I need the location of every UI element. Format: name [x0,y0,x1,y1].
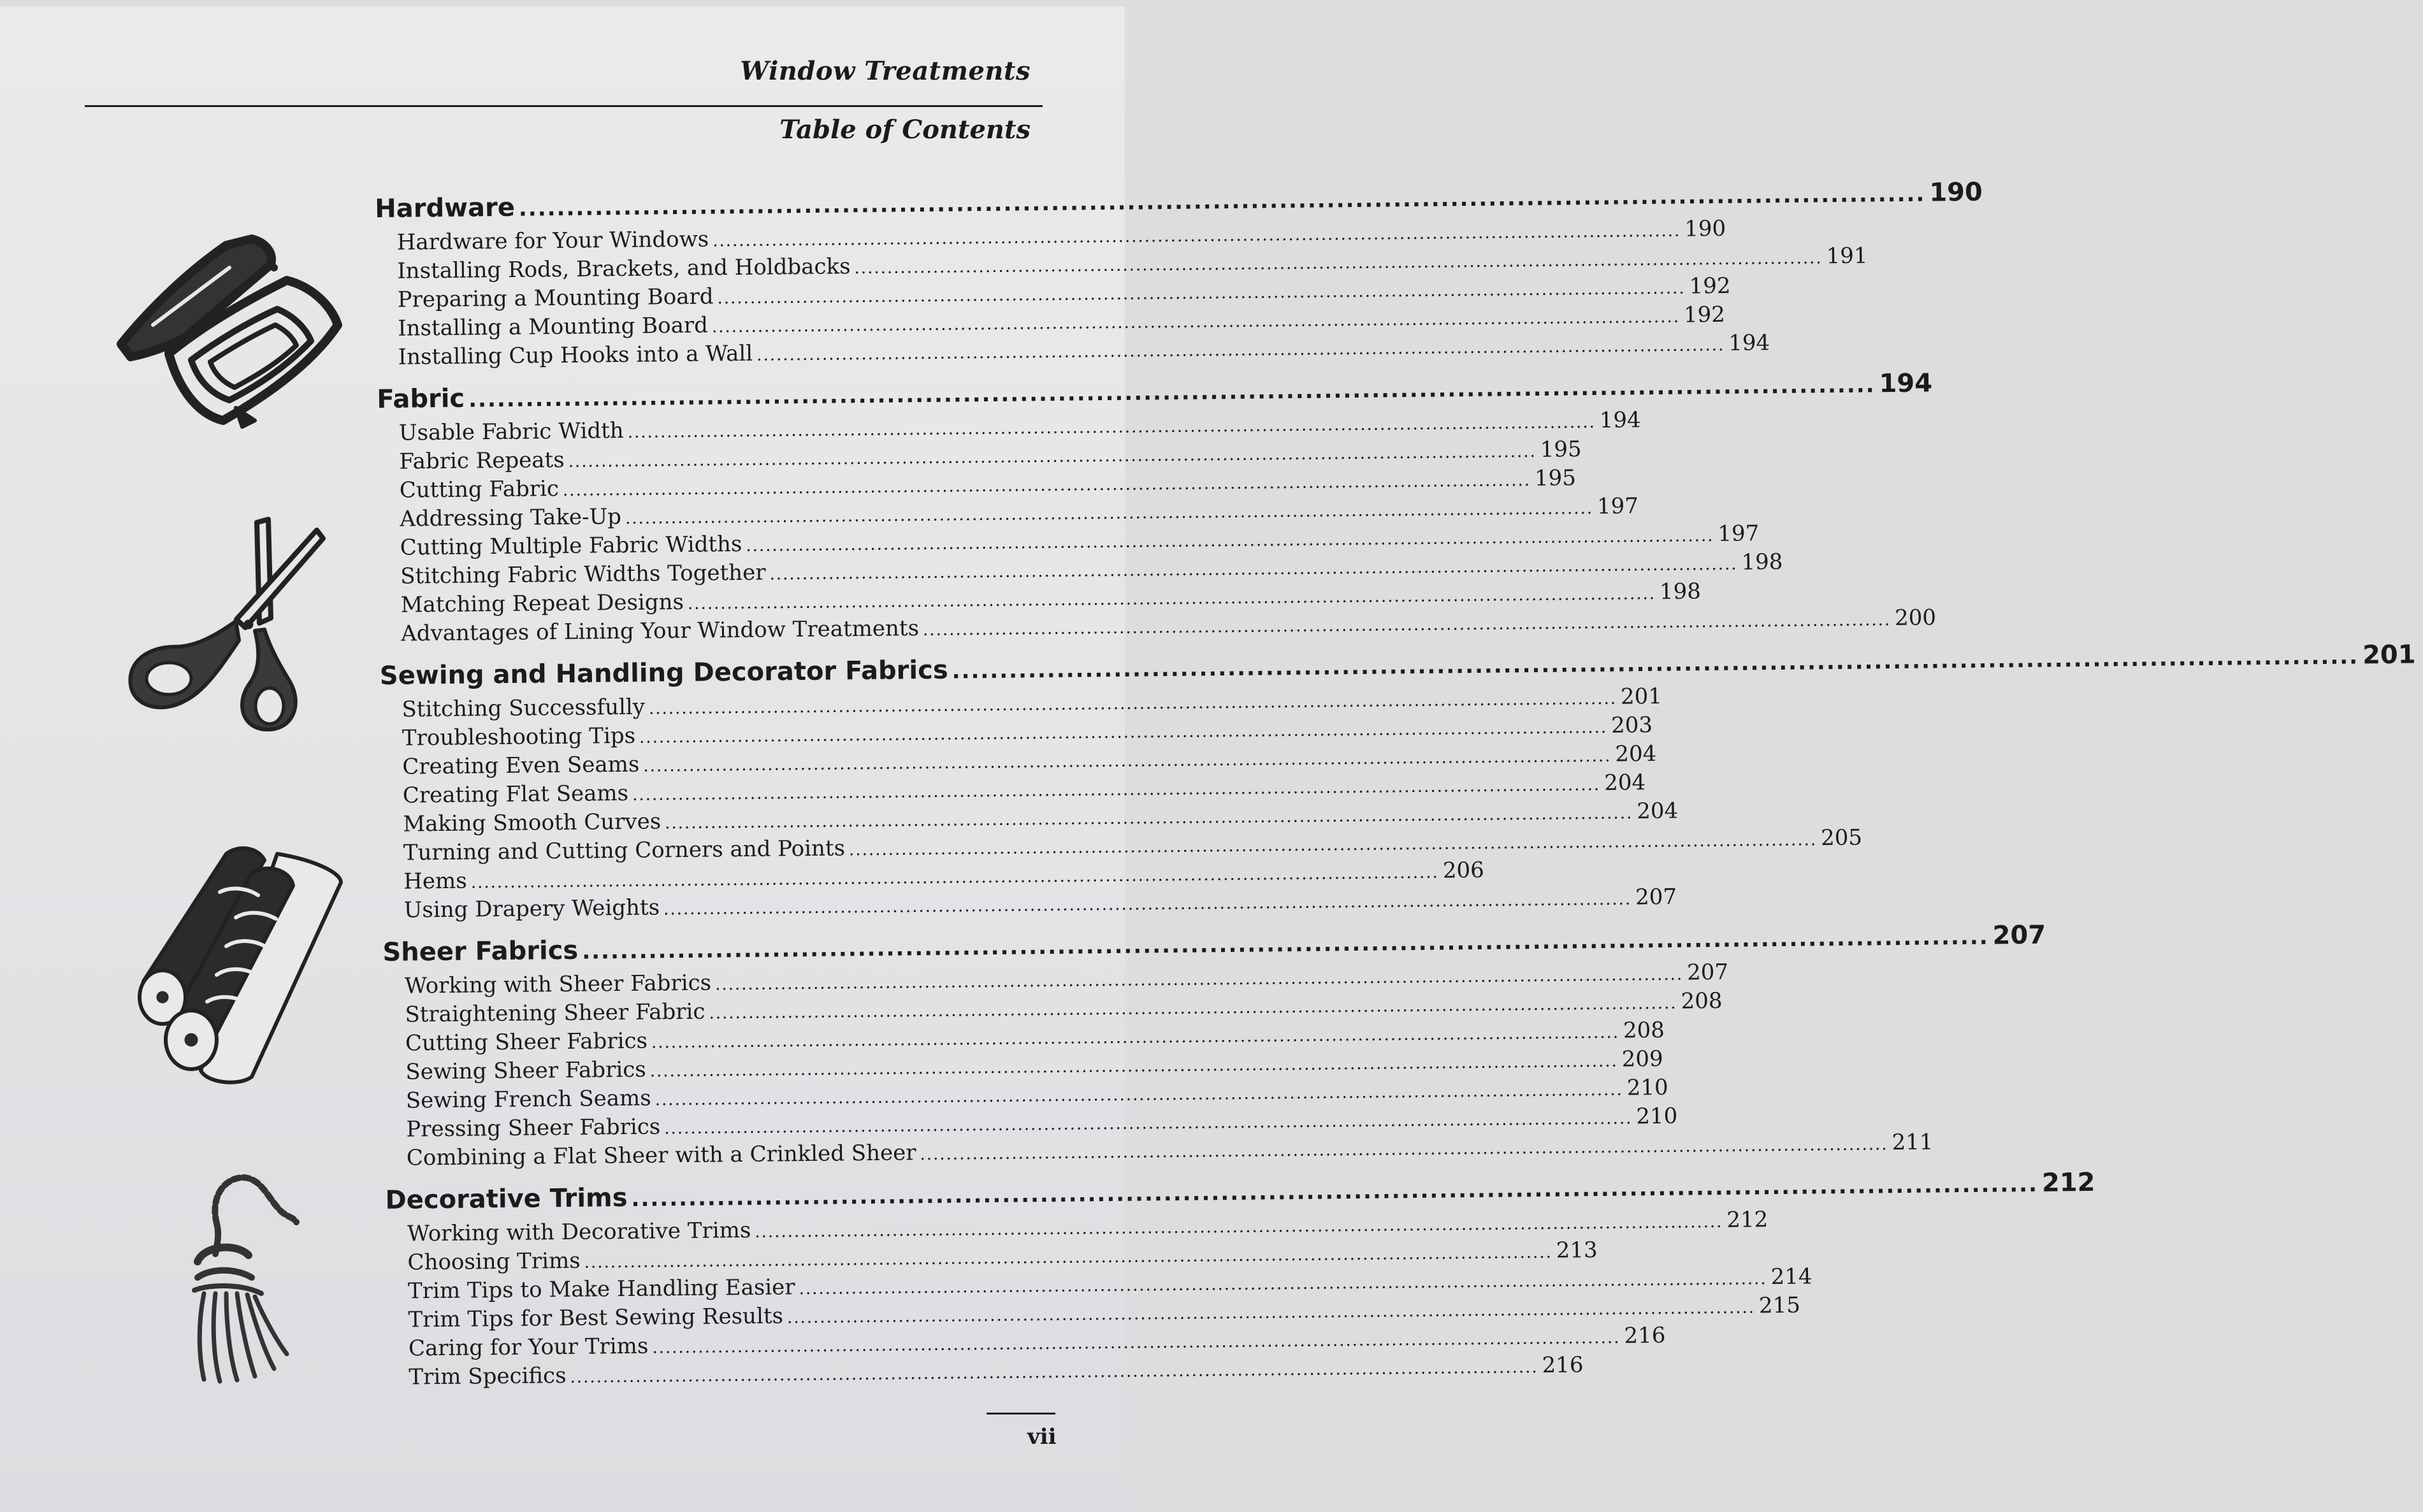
entry-page: 210 [1636,1103,1678,1130]
leader-dots: .................................................................................................................................................... [631,1171,2039,1212]
entry-page: 215 [1758,1292,1801,1319]
entry-page: 194 [1599,407,1641,433]
entry-title: Working with Sheer Fabrics [404,970,712,999]
chapter-page: 194 [1879,368,1933,399]
entry-page: 213 [1556,1237,1598,1264]
toc-chapter-sewing [379,640,2416,926]
leader-dots: .................................................................................................................................................... [848,830,1818,860]
entry-title: Installing Rods, Brackets, and Holdbacks [397,254,851,284]
entry-title: Sewing French Seams [405,1085,651,1114]
entry-title: Advantages of Lining Your Window Treatments [401,616,920,647]
leader-dots: .................................................................................................................................................... [518,181,1926,222]
entry-title: Making Smooth Curves [403,809,662,837]
entry-page: 204 [1615,740,1657,767]
leader-dots: .................................................................................................................................................... [652,1328,1621,1358]
entry-page: 205 [1820,824,1863,851]
leader-dots: .................................................................................................................................................... [632,775,1601,805]
chapter-page: 212 [2041,1167,2095,1198]
entry-title: Installing Cup Hooks into a Wall [398,340,753,370]
leader-dots: .................................................................................................................................................... [687,584,1656,614]
chapter-page: 190 [1929,177,1983,208]
toc-entry[interactable] [387,1352,1584,1393]
toc-chapter-sheer [382,920,2046,1174]
leader-dots: .................................................................................................................................................... [711,307,1681,337]
chapter-title: Sewing and Handling Decorator Fabrics [379,655,948,691]
leader-dots: .................................................................................................................................................... [769,554,1738,584]
header-rule [85,105,1043,107]
leader-dots: .................................................................................................................................................... [920,1135,1888,1165]
entry-page: 206 [1442,857,1484,884]
entry-page: 198 [1659,579,1702,605]
entry-page: 192 [1683,301,1726,328]
leader-dots: .................................................................................................................................................... [663,889,1632,919]
entry-title: Hems [403,868,467,895]
fabric-rolls-icon [131,835,347,1090]
leader-dots: .................................................................................................................................................... [854,248,1823,278]
entry-page: 192 [1689,273,1731,299]
entry-title: Combining a Flat Sheer with a Crinkled Sheer [406,1140,916,1171]
entry-page: 216 [1624,1322,1666,1349]
entry-page: 197 [1718,521,1760,547]
leader-dots: .................................................................................................................................................... [714,965,1684,995]
entry-title: Fabric Repeats [399,447,565,475]
leader-dots: .................................................................................................................................................... [799,1269,1767,1299]
entry-page: 195 [1534,465,1577,491]
leader-dots: .................................................................................................................................................... [746,526,1714,556]
entry-title: Stitching Successfully [401,694,646,723]
leader-dots: .................................................................................................................................................... [627,412,1596,442]
entry-title: Cutting Sheer Fabrics [405,1028,648,1056]
entry-title: Straightening Sheer Fabric [405,998,705,1028]
entry-page: 209 [1621,1046,1663,1072]
entry-page: 208 [1623,1017,1665,1044]
book-page [0,6,2416,1512]
leader-dots: .................................................................................................................................................... [651,1023,1620,1053]
entry-title: Caring for Your Trims [408,1333,649,1362]
chapter-title: Decorative Trims [385,1183,628,1215]
entry-page: 198 [1741,549,1783,575]
leader-dots: .................................................................................................................................................... [562,471,1531,500]
leader-dots: .................................................................................................................................................... [712,221,1681,251]
entry-title: Usable Fabric Width [398,417,624,446]
toc-chapter-fabric [377,368,1937,650]
entry-page: 201 [1620,683,1663,710]
entry-page: 190 [1684,215,1726,242]
leader-dots: .................................................................................................................................................... [665,803,1633,833]
entry-title: Trim Tips to Make Handling Easier [407,1274,795,1304]
staple-gun-icon [108,229,351,433]
entry-page: 204 [1603,770,1646,796]
running-head: Window Treatments [740,56,1031,86]
entry-title: Working with Decorative Trims [407,1217,751,1247]
chapter-title: Hardware [375,192,516,224]
entry-title: Creating Flat Seams [402,780,629,809]
leader-dots: .................................................................................................................................................... [648,689,1617,719]
entry-title: Sewing Sheer Fabrics [405,1056,646,1085]
entry-page: 203 [1610,712,1653,738]
entry-page: 200 [1894,605,1937,631]
chapter-title: Fabric [377,384,465,414]
leader-dots: .................................................................................................................................................... [951,644,2359,684]
entry-title: Trim Tips for Best Sewing Results [408,1303,784,1333]
entry-page: 204 [1637,798,1679,824]
entry-title: Addressing Take-Up [400,503,622,532]
leader-dots: .................................................................................................................................................... [639,717,1608,747]
leader-dots: .................................................................................................................................................... [568,442,1537,472]
entry-page: 207 [1635,884,1677,911]
entry-page: 208 [1681,988,1723,1014]
tassel-icon [191,1172,325,1383]
leader-dots: .................................................................................................................................................... [643,746,1612,776]
entry-title: Cutting Fabric [399,476,560,503]
entry-title: Hardware for Your Windows [396,226,709,256]
entry-page: 210 [1626,1074,1668,1101]
entry-title: Preparing a Mounting Board [397,284,714,313]
entry-title: Creating Even Seams [402,751,640,780]
leader-dots: .................................................................................................................................................... [655,1080,1623,1110]
chapter-page: 201 [2362,640,2416,670]
leader-dots: .................................................................................................................................................... [470,863,1440,893]
entry-title: Turning and Cutting Corners and Points [403,835,846,866]
toc-chapter-trims [385,1167,2095,1393]
entry-title: Cutting Multiple Fabric Widths [400,531,742,561]
scissors-icon [118,510,328,733]
toc-chapter-hardware [375,177,1983,373]
entry-page: 197 [1596,493,1639,519]
leader-dots: .................................................................................................................................................... [756,335,1725,365]
leader-dots: .................................................................................................................................................... [468,372,1876,413]
leader-dots: .................................................................................................................................................... [570,1357,1538,1387]
leader-dots: .................................................................................................................................................... [786,1298,1756,1328]
entry-page: 195 [1540,436,1582,463]
entry-page: 216 [1542,1352,1584,1378]
entry-title: Trim Specifics [409,1362,567,1390]
entry-page: 191 [1826,243,1868,270]
entry-title: Stitching Fabric Widths Together [400,559,766,589]
entry-title: Pressing Sheer Fabrics [406,1114,661,1142]
entry-title: Installing a Mounting Board [397,312,709,342]
chapter-page: 207 [1992,920,2046,951]
leader-dots: .................................................................................................................................................... [717,278,1686,308]
page-number: vii [1027,1424,1057,1450]
leader-dots: .................................................................................................................................................... [584,1242,1552,1272]
leader-dots: .................................................................................................................................................... [709,993,1677,1023]
entry-title: Matching Repeat Designs [400,589,684,618]
entry-page: 212 [1726,1207,1768,1233]
entry-page: 211 [1891,1129,1934,1156]
leader-dots: .................................................................................................................................................... [649,1051,1618,1081]
entry-title: Troubleshooting Tips [401,723,636,751]
footer-rule [987,1413,1055,1415]
leader-dots: .................................................................................................................................................... [664,1109,1633,1139]
toc-list [375,177,2416,1393]
entry-page: 214 [1770,1264,1812,1290]
leader-dots: .................................................................................................................................................... [755,1212,1723,1242]
leader-dots: .................................................................................................................................................... [922,610,1891,640]
leader-dots: .................................................................................................................................................... [625,499,1594,528]
section-head: Table of Contents [779,115,1031,145]
leader-dots: .................................................................................................................................................... [582,924,1989,965]
entry-title: Choosing Trims [407,1248,581,1276]
entry-page: 207 [1686,959,1729,986]
chapter-title: Sheer Fabrics [382,935,579,967]
entry-title: Using Drapery Weights [403,895,660,923]
entry-page: 194 [1728,330,1770,356]
